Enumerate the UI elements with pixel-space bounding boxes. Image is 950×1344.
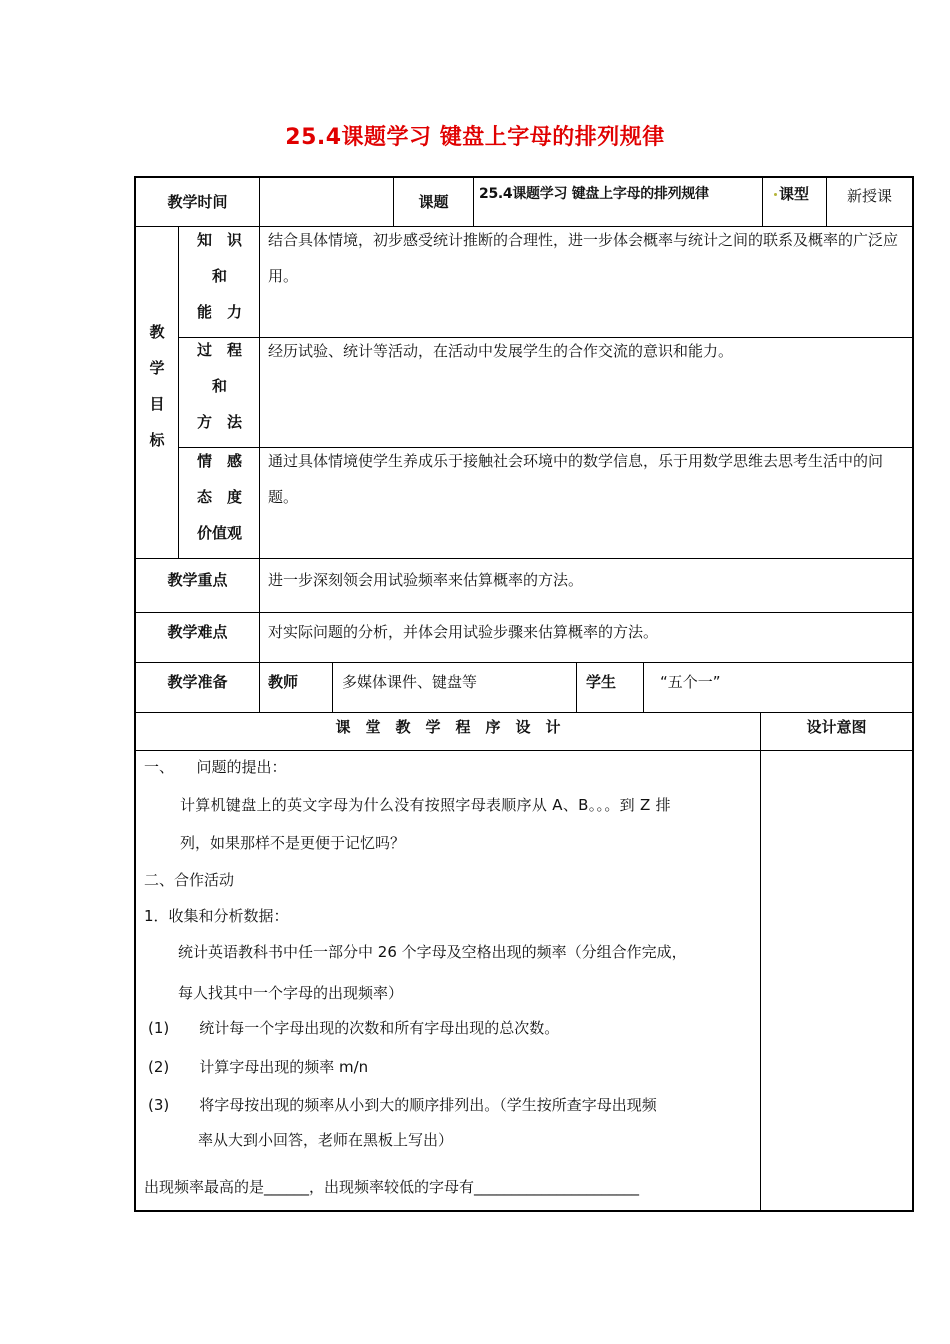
prep-label: 教学准备: [167, 673, 228, 691]
emotion-text: 通过具体情境使学生养成乐于接触社会环境中的数学信息，乐于用数学思维去思考生活中的问题。: [268, 452, 884, 506]
procedure-header: 课 堂 教 学 程 序 设 计: [335, 718, 561, 736]
student-value: “五个一”: [660, 673, 721, 691]
lesson-type-label: 课型: [772, 184, 809, 204]
teacher-label: 教师: [268, 673, 299, 691]
mark-dot: [774, 193, 777, 196]
process-text: 经历试验、统计等活动，在活动中发展学生的合作交流的意识和能力。: [268, 342, 734, 360]
topic-value: 25.4课题学习 键盘上字母的排列规律: [479, 186, 709, 202]
intent-header: 设计意图: [806, 718, 867, 736]
procedure-line: 出现频率最高的是______，出现频率较低的字母有______________________: [144, 1178, 640, 1196]
difficulty-label: 教学难点: [167, 623, 228, 641]
procedure-line: 一、 问题的提出：: [144, 758, 287, 776]
procedure-line: 1．收集和分析数据：: [144, 907, 289, 925]
key-point-label: 教学重点: [167, 571, 228, 589]
procedure-step: (2) 计算字母出现的频率 m/n: [148, 1058, 369, 1076]
knowledge-text: 结合具体情境，初步感受统计推断的合理性，进一步体会概率与统计之间的联系及概率的广泛应用。: [268, 231, 899, 285]
page-title: 25.4课题学习 键盘上字母的排列规律: [285, 125, 665, 150]
teaching-time-label: 教学时间: [167, 193, 228, 211]
procedure-step: (1) 统计每一个字母出现的次数和所有字母出现的总次数。: [148, 1019, 560, 1037]
procedure-line: 率从大到小回答，老师在黑板上写出）: [198, 1131, 454, 1149]
procedure-line: 二、合作活动: [144, 871, 235, 889]
topic-label: 课题: [418, 193, 449, 211]
procedure-step: (3) 将字母按出现的频率从小到大的顺序排列出。（学生按所查字母出现频: [148, 1096, 657, 1114]
teacher-value: 多媒体课件、键盘等: [342, 673, 478, 691]
procedure-line: 列，如果那样不是更便于记忆吗？: [180, 834, 406, 852]
procedure-line: 每人找其中一个字母的出现频率）: [178, 984, 404, 1002]
lesson-type-value: 新授课: [846, 187, 892, 205]
procedure-line: 统计英语教科书中任一部分中 26 个字母及空格出现的频率（分组合作完成，: [178, 943, 687, 961]
student-label: 学生: [586, 673, 617, 691]
difficulty-text: 对实际问题的分析，并体会用试验步骤来估算概率的方法。: [268, 623, 659, 641]
procedure-line: 计算机键盘上的英文字母为什么没有按照字母表顺序从 A、B。。。到 Z 排: [180, 796, 671, 814]
key-point-text: 进一步深刻领会用试验频率来估算概率的方法。: [268, 571, 584, 589]
